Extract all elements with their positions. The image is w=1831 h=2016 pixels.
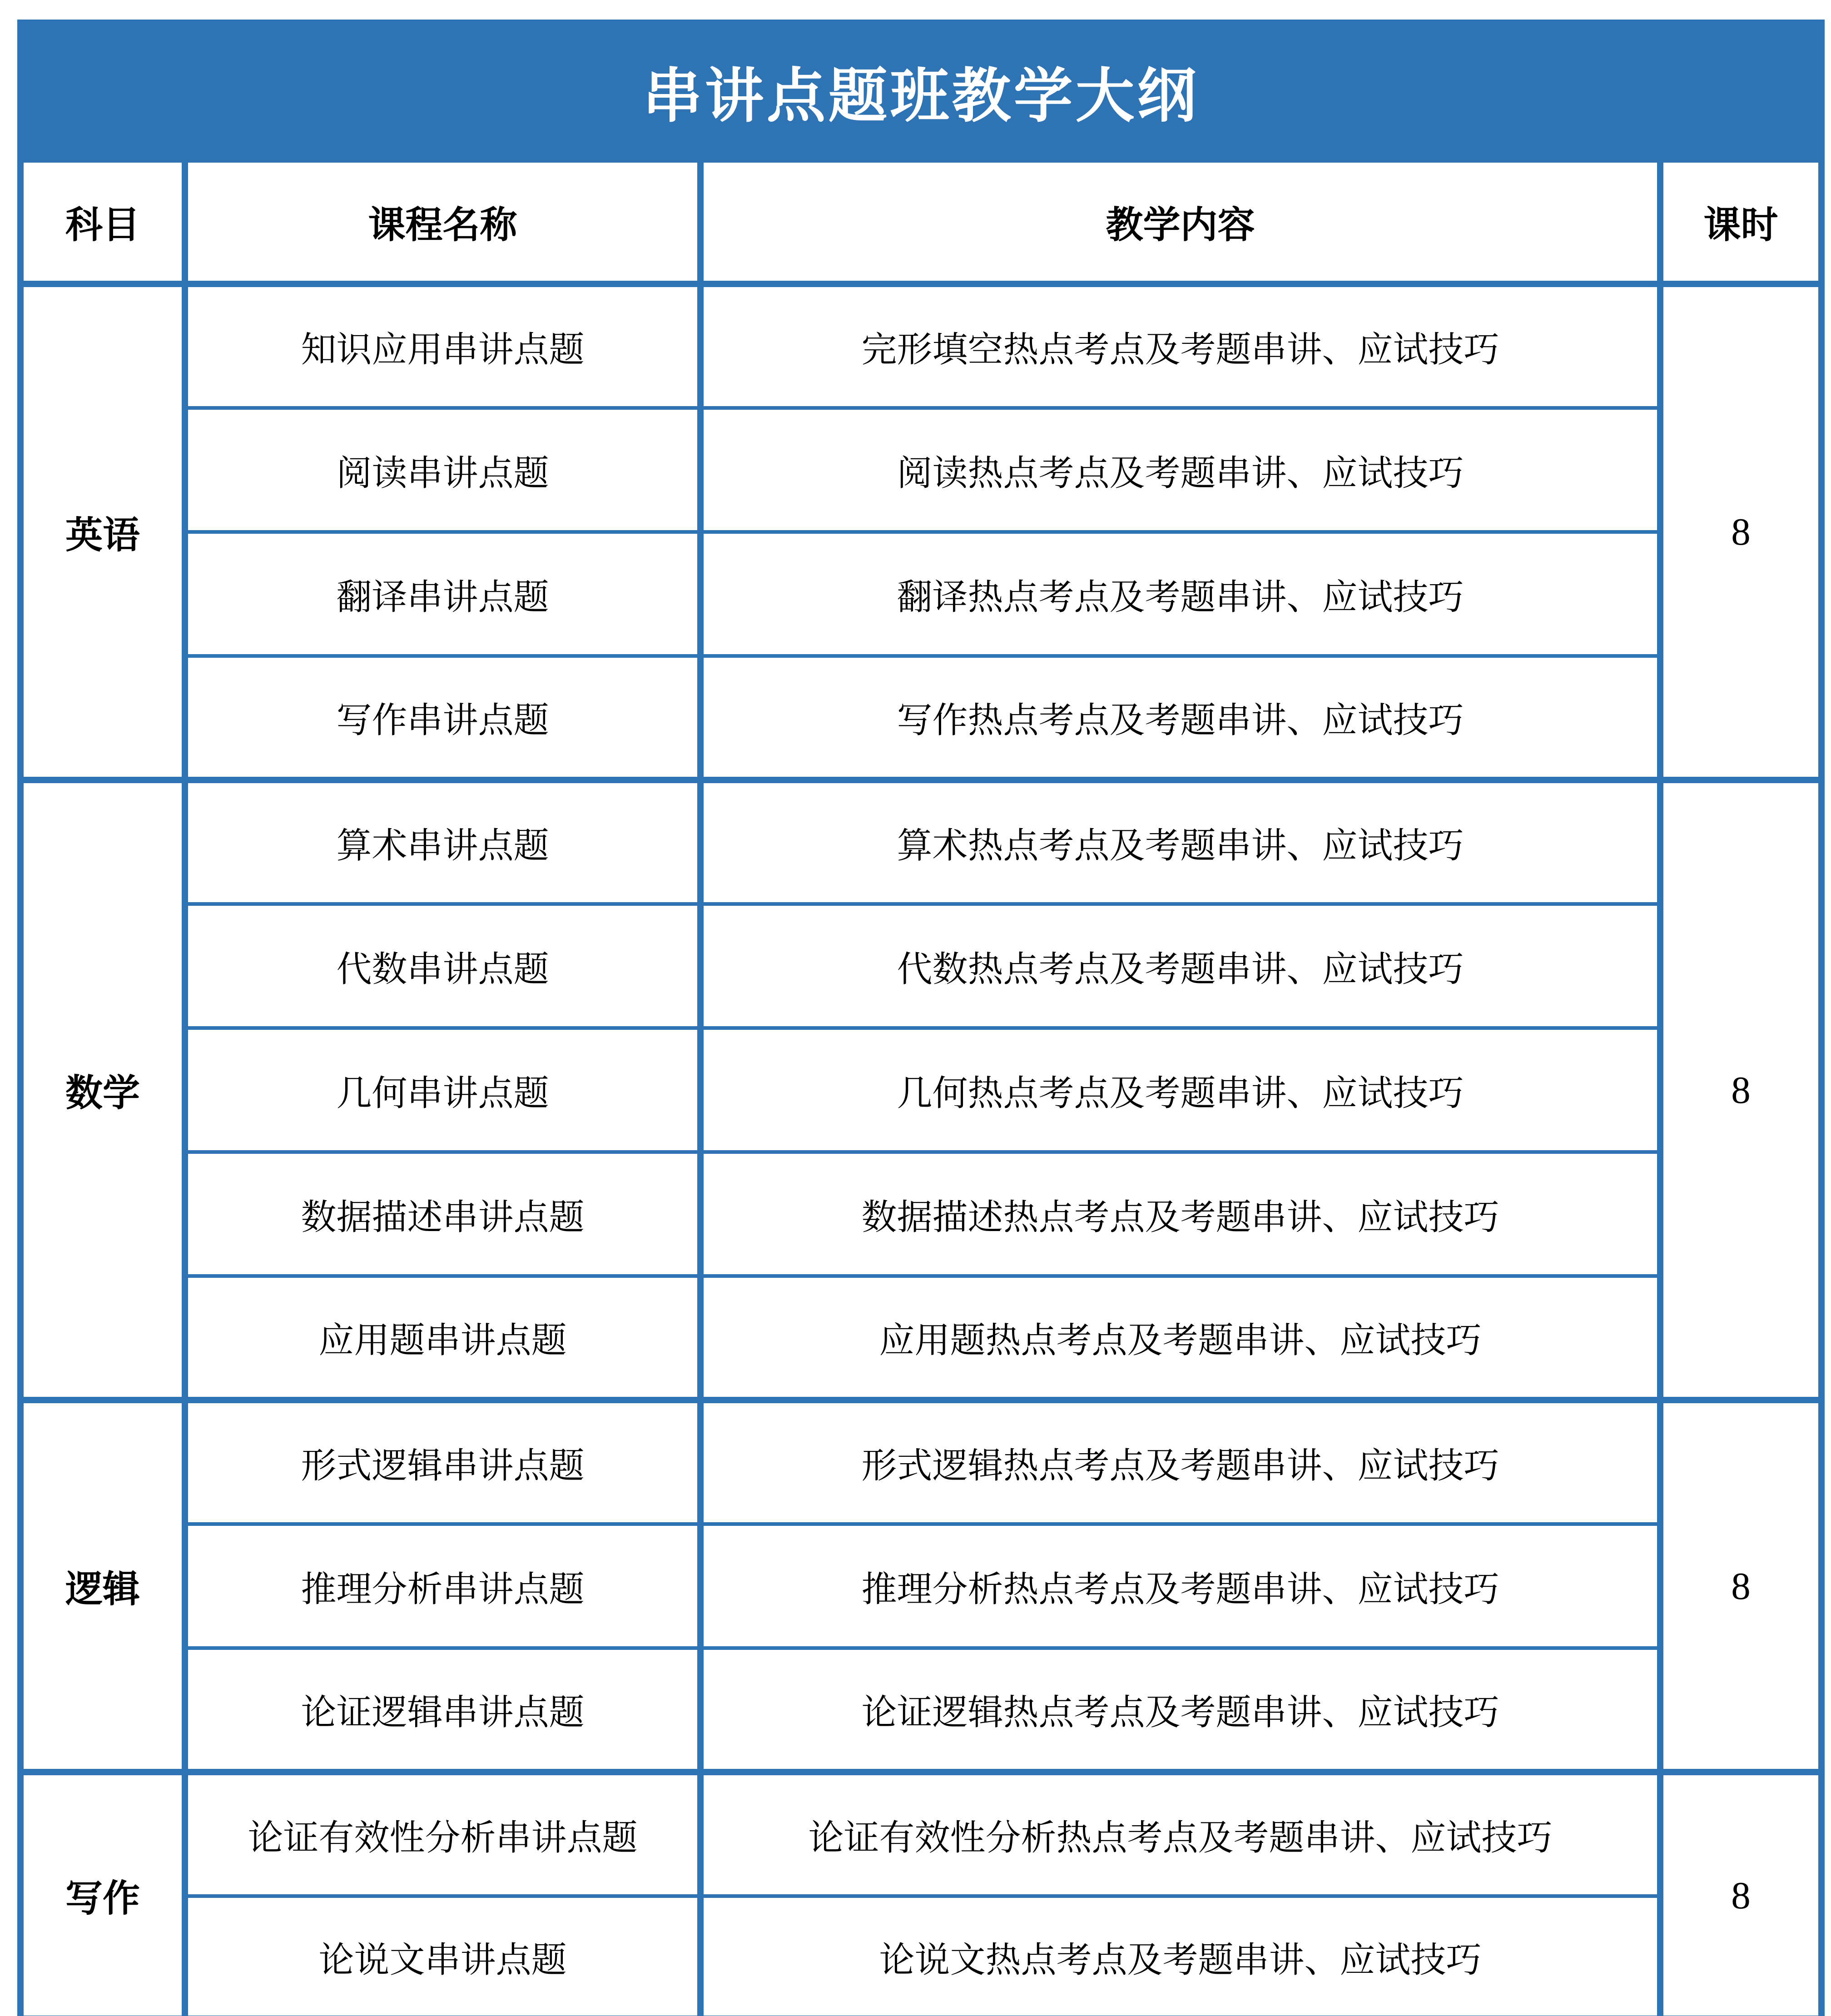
column-header-row — [20, 159, 1821, 284]
course-cell: 代数串讲点题 — [185, 904, 700, 1028]
course-cell: 论证有效性分析串讲点题 — [185, 1772, 700, 1896]
course-cell: 数据描述串讲点题 — [185, 1152, 700, 1276]
course-cell: 算术串讲点题 — [185, 780, 700, 904]
col-header-hours: 课时 — [1660, 159, 1821, 284]
col-header-course: 课程名称 — [185, 159, 700, 284]
table-row — [20, 904, 1821, 1028]
course-cell: 翻译串讲点题 — [185, 532, 700, 656]
content-cell: 阅读热点考点及考题串讲、应试技巧 — [700, 408, 1660, 532]
subject-cell: 数学 — [20, 780, 185, 1400]
table-title: 串讲点题班教学大纲 — [20, 23, 1821, 159]
hours-cell: 8 — [1660, 1772, 1821, 2016]
content-cell: 推理分析热点考点及考题串讲、应试技巧 — [700, 1524, 1660, 1648]
table-row — [20, 1772, 1821, 1896]
table-row — [20, 1896, 1821, 2016]
course-cell: 论说文串讲点题 — [185, 1896, 700, 2016]
content-cell: 应用题热点考点及考题串讲、应试技巧 — [700, 1276, 1660, 1400]
table-row — [20, 284, 1821, 408]
subject-cell: 写作 — [20, 1772, 185, 2016]
course-cell: 形式逻辑串讲点题 — [185, 1400, 700, 1524]
syllabus-table — [17, 20, 1825, 2016]
table-row — [20, 1152, 1821, 1276]
course-cell: 知识应用串讲点题 — [185, 284, 700, 408]
course-cell: 几何串讲点题 — [185, 1028, 700, 1152]
subject-group-writing — [20, 1772, 1821, 2016]
table-row — [20, 408, 1821, 532]
hours-cell: 8 — [1660, 284, 1821, 780]
table-row — [20, 1524, 1821, 1648]
content-cell: 论证有效性分析热点考点及考题串讲、应试技巧 — [700, 1772, 1660, 1896]
content-cell: 形式逻辑热点考点及考题串讲、应试技巧 — [700, 1400, 1660, 1524]
col-header-content: 教学内容 — [700, 159, 1660, 284]
subject-group-logic — [20, 1400, 1821, 1772]
content-cell: 数据描述热点考点及考题串讲、应试技巧 — [700, 1152, 1660, 1276]
subject-group-math — [20, 780, 1821, 1400]
subject-cell: 英语 — [20, 284, 185, 780]
col-header-subject: 科目 — [20, 159, 185, 284]
course-cell: 推理分析串讲点题 — [185, 1524, 700, 1648]
content-cell: 代数热点考点及考题串讲、应试技巧 — [700, 904, 1660, 1028]
course-cell: 阅读串讲点题 — [185, 408, 700, 532]
table-row — [20, 1400, 1821, 1524]
content-cell: 写作热点考点及考题串讲、应试技巧 — [700, 656, 1660, 780]
table-row — [20, 656, 1821, 780]
course-cell: 应用题串讲点题 — [185, 1276, 700, 1400]
table-row — [20, 780, 1821, 904]
table-row — [20, 1028, 1821, 1152]
hours-cell: 8 — [1660, 1400, 1821, 1772]
content-cell: 几何热点考点及考题串讲、应试技巧 — [700, 1028, 1660, 1152]
hours-cell: 8 — [1660, 780, 1821, 1400]
content-cell: 论说文热点考点及考题串讲、应试技巧 — [700, 1896, 1660, 2016]
subject-group-english — [20, 284, 1821, 780]
table-row — [20, 1276, 1821, 1400]
course-cell: 写作串讲点题 — [185, 656, 700, 780]
subject-cell: 逻辑 — [20, 1400, 185, 1772]
content-cell: 完形填空热点考点及考题串讲、应试技巧 — [700, 284, 1660, 408]
table-row — [20, 532, 1821, 656]
content-cell: 算术热点考点及考题串讲、应试技巧 — [700, 780, 1660, 904]
table-row — [20, 1648, 1821, 1772]
title-row — [20, 23, 1821, 159]
content-cell: 翻译热点考点及考题串讲、应试技巧 — [700, 532, 1660, 656]
content-cell: 论证逻辑热点考点及考题串讲、应试技巧 — [700, 1648, 1660, 1772]
course-cell: 论证逻辑串讲点题 — [185, 1648, 700, 1772]
